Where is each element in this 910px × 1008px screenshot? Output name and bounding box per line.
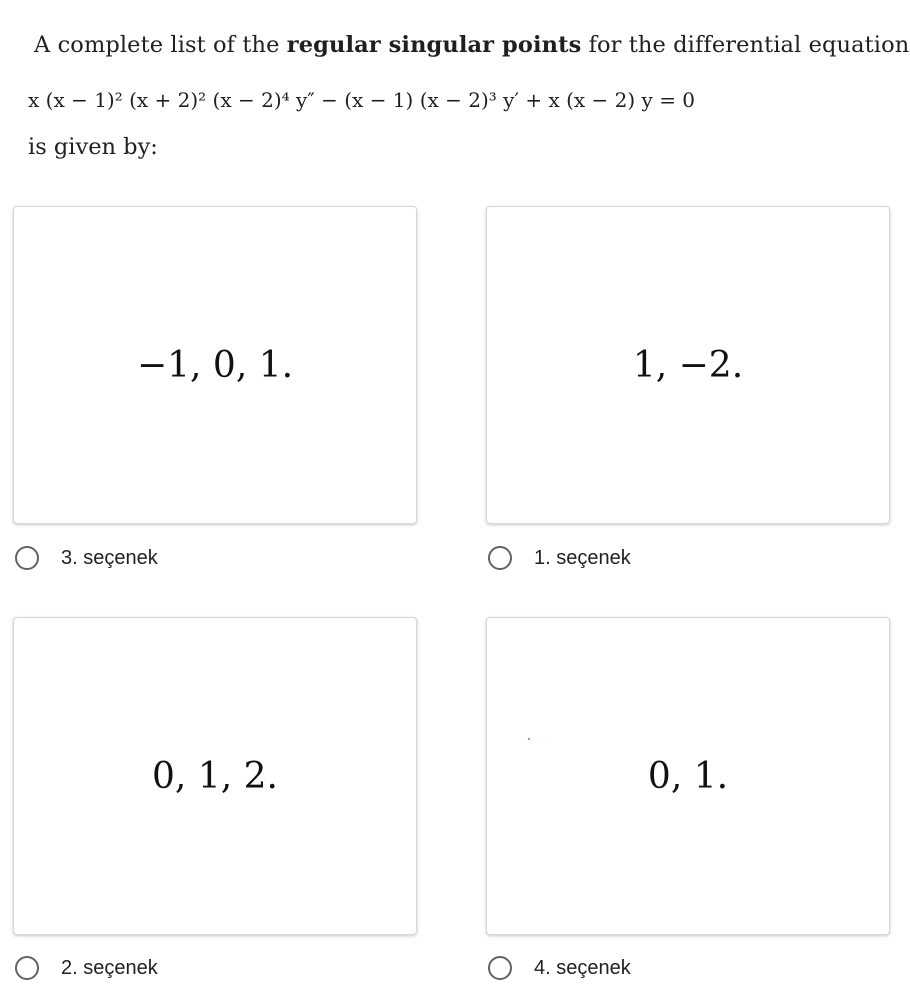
radio-button[interactable]	[15, 956, 39, 980]
option-card-2[interactable]	[13, 617, 417, 935]
option-4-radio-row[interactable]	[488, 953, 631, 983]
option-card-1[interactable]	[486, 206, 890, 524]
question-intro	[34, 32, 909, 58]
option-card-value: −1, 0, 1.	[136, 344, 294, 386]
option-card-value: 0, 1.	[647, 755, 729, 797]
question-intro-end: for the differential equation	[581, 32, 910, 58]
stray-dot	[528, 738, 530, 740]
option-3-radio-row[interactable]	[15, 543, 158, 573]
question-intro-bold: regular singular points	[286, 32, 582, 58]
radio-button[interactable]	[488, 956, 512, 980]
option-label: 3. seçenek	[61, 546, 158, 569]
radio-button[interactable]	[488, 546, 512, 570]
option-card-3[interactable]	[13, 206, 417, 524]
option-label: 2. seçenek	[61, 956, 158, 979]
option-card-value: 0, 1, 2.	[152, 755, 278, 797]
option-card-4[interactable]	[486, 617, 890, 935]
option-2-radio-row[interactable]	[15, 953, 158, 983]
differential-equation: x (x − 1)² (x + 2)² (x − 2)⁴ y″ − (x − 1) (x − 2)³ y′ + x (x − 2) y = 0	[28, 88, 696, 112]
option-1-radio-row[interactable]	[488, 543, 631, 573]
radio-button[interactable]	[15, 546, 39, 570]
option-label: 4. seçenek	[534, 956, 631, 979]
question-intro-start: A complete list of the	[34, 32, 287, 58]
question-tail: is given by:	[28, 134, 158, 160]
option-card-value: 1, −2.	[632, 344, 744, 386]
option-label: 1. seçenek	[534, 546, 631, 569]
